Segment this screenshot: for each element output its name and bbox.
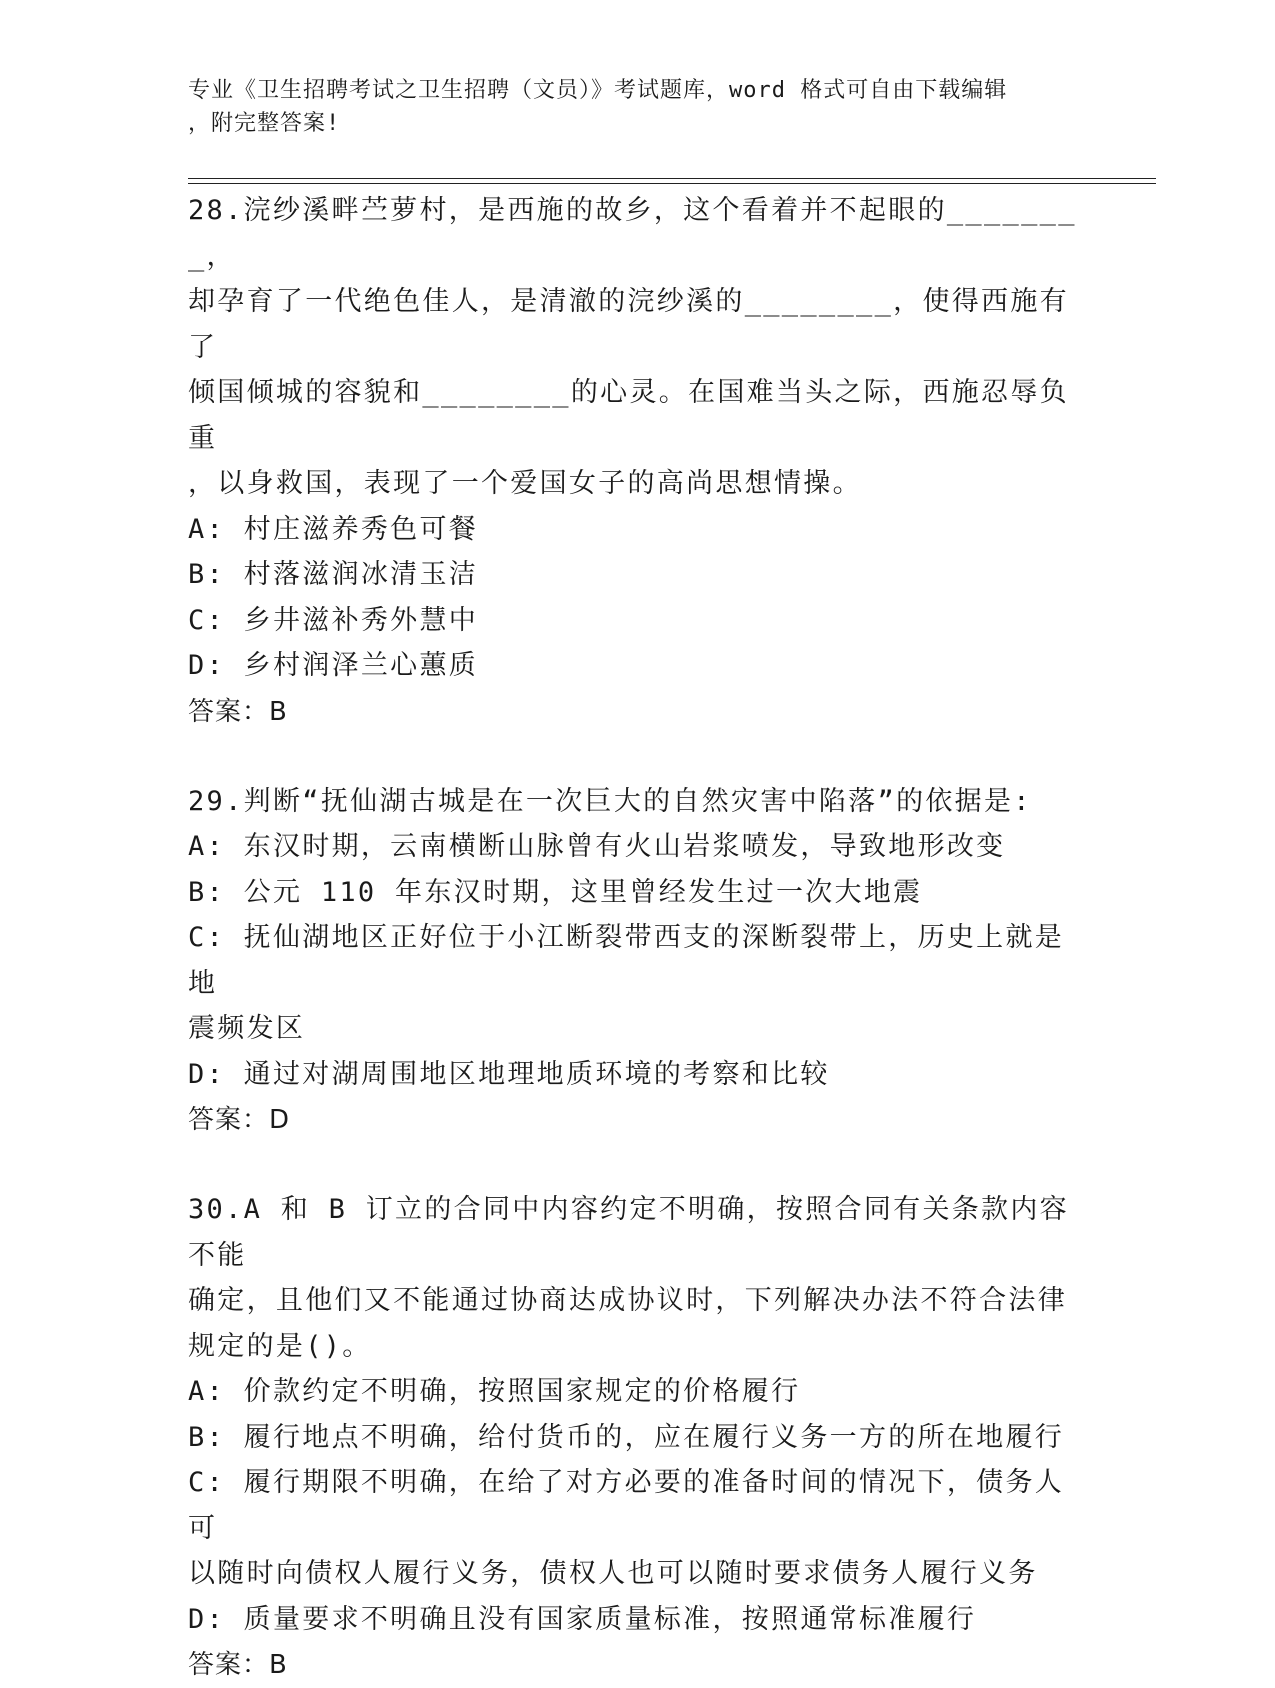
question-text-line: 却孕育了一代绝色佳人，是清澈的浣纱溪的________，使得西施有了 xyxy=(188,286,1069,363)
question-text-line: 28.浣纱溪畔苎萝村，是西施的故乡，这个看着并不起眼的________， xyxy=(188,195,1077,272)
document-header xyxy=(188,74,1068,140)
question-text-line: 规定的是()。 xyxy=(188,1330,372,1362)
option-c-continued: 震频发区 xyxy=(188,1013,306,1044)
option-b: B: 村落滋润冰清玉洁 xyxy=(188,559,479,590)
option-b: B: 履行地点不明确，给付货币的，应在履行义务一方的所在地履行 xyxy=(188,1421,1065,1453)
question-text-line: 30.A 和 B 订立的合同中内容约定不明确，按照合同有关条款内容不能 xyxy=(188,1194,1069,1271)
header-line-2: ，附完整答案! xyxy=(188,111,341,136)
question-spacer xyxy=(188,1143,1088,1187)
question-text-line: 倾国倾城的容貌和________的心灵。在国难当头之际，西施忍辱负重 xyxy=(188,377,1069,454)
answer-label: 答案：B xyxy=(188,696,288,727)
header-line-1: 专业《卫生招聘考试之卫生招聘（文员）》考试题库，word 格式可自由下载编辑 xyxy=(188,78,1008,103)
answer-label: 答案：D xyxy=(188,1105,291,1135)
option-d: D: 质量要求不明确且没有国家质量标准，按照通常标准履行 xyxy=(188,1603,977,1635)
option-d: D: 乡村润泽兰心蕙质 xyxy=(188,650,479,681)
question-29 xyxy=(188,779,1088,1144)
question-list xyxy=(188,188,1088,1688)
question-30 xyxy=(188,1187,1088,1688)
answer-label: 答案：B xyxy=(188,1650,288,1680)
question-spacer xyxy=(188,735,1088,779)
option-c: C: 乡井滋补秀外慧中 xyxy=(188,604,479,636)
option-a: A: 东汉时期，云南横断山脉曾有火山岩浆喷发，导致地形改变 xyxy=(188,831,1006,862)
question-text-line: 29.判断“抚仙湖古城是在一次巨大的自然灾害中陷落”的依据是: xyxy=(188,785,1032,817)
option-c-continued: 以随时向债权人履行义务，债权人也可以随时要求债务人履行义务 xyxy=(188,1558,1038,1589)
option-d: D: 通过对湖周围地区地理地质环境的考察和比较 xyxy=(188,1058,830,1090)
option-a: A: 价款约定不明确，按照国家规定的价格履行 xyxy=(188,1376,801,1407)
header-divider-bottom xyxy=(188,183,1156,184)
option-b: B: 公元 110 年东汉时期，这里曾经发生过一次大地震 xyxy=(188,876,923,908)
question-28 xyxy=(188,188,1088,735)
option-a: A: 村庄滋养秀色可餐 xyxy=(188,513,479,545)
question-text-line: 确定，且他们又不能通过协商达成协议时，下列解决办法不符合法律 xyxy=(188,1285,1067,1316)
option-c: C: 履行期限不明确，在给了对方必要的准备时间的情况下，债务人可 xyxy=(188,1467,1065,1544)
question-text-line: ，以身救国，表现了一个爱国女子的高尚思想情操。 xyxy=(188,468,862,499)
option-c: C: 抚仙湖地区正好位于小江断裂带西支的深断裂带上，历史上就是地 xyxy=(188,922,1065,999)
header-divider-top xyxy=(188,178,1156,179)
